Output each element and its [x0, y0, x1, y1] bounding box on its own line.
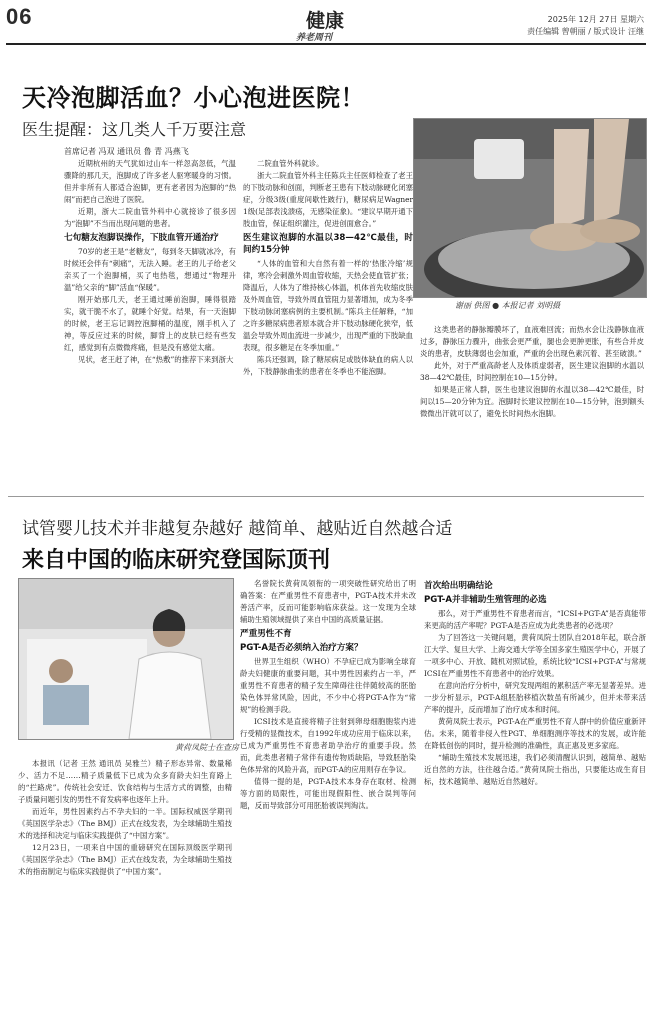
paragraph: 近期，浙大二院血管外科中心就接诊了很多因为“泡脚”不当而出现问题的患者。: [64, 207, 236, 228]
article1-column-1: [64, 146, 236, 472]
paragraph: 黄荷凤院士表示，PGT-A在严重男性不育人群中的价值应重新评估。未来，随着非侵入性PGT、单细胞测序等技术的发展，或许能在降低创伤的同时，提升检测的准确性，真正惠及更多家庭。: [424, 717, 646, 750]
paragraph: 70岁的老王是“老糖友”，每到冬天脚就冰冷，有时候还会伴有“刺痛”，无法入睡。老王的儿子给老父亲买了一个泡脚桶，买了电热毯，想通过“物理升温”给父亲的“脚”活血“保暖”。: [64, 247, 236, 292]
section-subtitle: 养老周刊: [296, 33, 333, 43]
editor-line: 责任编辑 曾朝丽 / 版式设计 汪继: [527, 27, 644, 36]
doctor-photo: [18, 578, 234, 740]
paragraph: 名誉院长黄荷凤领衔的一项突破性研究给出了明确答案：在严重男性不育患者中，PGT-A技术并未改善活产率，反而可能影响临床获益。这一发现为全球辅助生殖领域提供了来自中国的高质量证据。: [240, 579, 416, 624]
article2-title-line-1: 试管婴儿技术并非越复杂越好 越简单、越贴近自然越合适: [22, 519, 453, 539]
header-rule: [6, 43, 646, 45]
doctor-ward-illustration: [19, 579, 233, 739]
paragraph: 这类患者的静脉瓣膜坏了，血液难回流；而热水会让浅静脉血液过多，静脉压力骤升，曲张会更严重，腿也会更肿更胀，有些合并皮炎的患者，皮肤薄弱也会加重，严重的会出现色素沉着、甚至破溃。”: [420, 325, 644, 358]
article1-photo-caption: 谢丽 供图 ● 本报记者 刘明摄: [455, 301, 561, 310]
article2-photo-caption: 黄荷凤院士在查房: [175, 743, 239, 752]
article1-subtitle: 医生提醒：这几类人千万要注意: [22, 120, 247, 139]
article2-subheading-1b: PGT-A是否必须纳入治疗方案？: [240, 643, 363, 653]
article1-column-3: [420, 324, 644, 494]
article1-subheading-1: 七旬糖友泡脚误操作，下肢血管开通治疗: [64, 233, 219, 243]
paragraph: 如果是正常人群，医生也建议泡脚的水温以38—42℃最佳，时间以15—20分钟为宜。泡脚时长建议控制在10—15分钟，泡到额头微微出汗就可以了，避免长时间热水泡脚。: [420, 385, 644, 418]
paragraph: 为了回答这一关键问题，黄荷凤院士团队自2018年起，联合浙江大学、复旦大学、上海交通大学等全国多家生殖医学中心，开展了一项多中心、开放、随机对照试验，系统比较“ICSI+PGT-A”与常规ICSI在严重男性不育患者中的治疗效果。: [424, 633, 646, 678]
section-title: 健康: [306, 10, 345, 32]
page-number: 06: [6, 4, 33, 29]
paragraph: 12月23日，一项来自中国的重磅研究在国际顶级医学期刊《英国医学杂志》（The BMJ）正式在线发表，为全球辅助生殖技术的指南制定与临床实践提供了“中国方案”。: [18, 843, 232, 876]
paragraph: 那么，对于严重男性不育患者而言，“ICSI+PGT-A”是否真能带来更高的活产率呢？PGT-A是否应成为此类患者的必选项？: [424, 609, 646, 630]
article1-subheading-2: 医生建议泡脚的水温以38—42℃最佳，时间约15分钟: [243, 233, 413, 255]
paragraph: 此外，对于严重高龄老人及体质虚弱者，医生建议泡脚的水温以38—42℃最佳，时间控制在10—15分钟。: [420, 361, 644, 382]
article2-subheading-2b: PGT-A并非辅助生殖管理的必选: [424, 595, 547, 605]
article-divider: [8, 496, 644, 497]
paragraph: “辅助生殖技术发展迅速，我们必须清醒认识到，越简单、越贴近自然的方法，往往越合适。”黄荷凤院士指出，只要能达成生育目标，技术越简单、越贴近自然越好。: [424, 753, 646, 786]
foot-bath-photo: [413, 118, 647, 298]
article2-column-1: [18, 758, 232, 1018]
article1-byline: 首席记者 冯双 通讯员 鲁 青 冯燕飞: [64, 147, 189, 156]
paragraph: ICSI技术是直接将精子注射到卵母细胞胞浆内进行受精的显微技术，自1992年成功应用于临床以来，已成为严重男性不育患者助孕治疗的重要手段。然而，此类患者精子常伴有遗传物质缺陷，导致胚胎染色体异常的风险升高，而PGT-A的应用则存在争议。: [240, 717, 416, 774]
paragraph: 二院血管外科就诊。: [257, 159, 324, 168]
article1-column-2: [243, 158, 413, 484]
article2-subheading-2: 首次给出明确结论: [424, 581, 493, 591]
paragraph: 陈兵还强调，除了糖尿病足或肢体缺血的病人以外，下肢静脉曲张的患者在冬季也不能泡脚。: [243, 355, 413, 376]
paragraph: 而近年，男性因素约占不孕夫妇的一半。国际权威医学期刊《英国医学杂志》（The BMJ）正式在线发表，为全球辅助生殖技术的选择和决定与临床实践提供了“中国方案”。: [18, 807, 232, 840]
article2-column-2: [240, 578, 416, 1018]
paragraph: 近期杭州的天气犹如过山车一样忽高忽低，气温骤降的那几天，泡脚成了许多老人驱寒暖身的习惯。但并非所有人都适合泡脚，更有老者因为泡脚的“热闹”而把自己泡进了医院。: [64, 159, 236, 204]
article2-title-line-2: 来自中国的临床研究登国际顶刊: [22, 548, 331, 573]
paragraph: 值得一提的是，PGT-A技术本身存在取材、检测等方面的局限性，可能出现假阳性、嵌合误判等问题，反而导致部分可用胚胎被误判淘汰。: [240, 777, 416, 810]
article1-title: 天冷泡脚活血？小心泡进医院！: [22, 84, 365, 112]
paragraph: 在意向治疗分析中，研究发现两组的累积活产率无显著差异。进一步分析显示，PGT-A组胚胎移植次数虽有所减少，但并未带来活产率的提升，反而增加了治疗成本和时间。: [424, 681, 646, 714]
article2-column-3: [424, 578, 646, 1018]
paragraph: 本报讯（记者 王然 通讯员 吴雅兰）精子形态异常、数量稀少、活力不足……精子质量低下已成为众多育龄夫妇生育路上的“拦路虎”。传统社会安迁、饮食结构与生活方式的调整，由精子质量问题引发的男性不育发病率也逐年上升。: [18, 759, 232, 804]
foot-bath-illustration: [414, 119, 646, 297]
date-line: 2025年 12月 27日 星期六: [547, 15, 644, 24]
paragraph: “人体的血管和大自然有着一样的‘热胀冷缩’规律，寒冷会刺激外周血管收缩，天热会使血管扩张；降温后，人体为了维持核心体温，机体首先收缩皮肤及外周血管，导致外周血管阻力显著增加，成为冬季下肢动脉闭塞病例的主要机制。”陈兵主任解释，“加之许多糖尿病患者原本就合并下肢动脉硬化狭窄，低温会导致外周血流进一步减少，出现严重的下肢缺血表现，很多糖足在冬季加重。”: [243, 259, 413, 352]
article2-subheading-1: 严重男性不育: [240, 629, 292, 639]
paragraph: 见状，老王赶了神，在“热敷”的推荐下来到浙大: [78, 355, 234, 364]
paragraph: 浙大二院血管外科主任陈兵主任医师检查了老王的下肢动脉和创面，判断老王患有下肢动脉硬化闭塞症，分级3级(重度间歇性跛行)，糖尿病足Wagner 1级(足部表浅溃疡，无感染征象)。“建议早期开通下肢血管，保证组织灌注，促进创面愈合。”: [243, 171, 413, 228]
paragraph: 世界卫生组织（WHO）不孕症已成为影响全球育龄夫妇健康的重要问题，其中男性因素约占一半，严重男性不育患者的精子发生障碍往往伴随较高的胚胎染色体异常风险，因此，不少中心将PGT-A作为“常规”的检测手段。: [240, 657, 416, 714]
paragraph: 刚开始那几天，老王通过睡前泡脚，睡得很踏实，就干脆不水了，就睡个好觉。结果，有一天泡脚的时候，老王忘记调控泡脚桶的温度，刚手机入了神，等反应过来的时候，脚背上的皮肤已经有些发红，感觉到有点微微疼痛，但是没有感觉太痛。: [64, 295, 236, 352]
